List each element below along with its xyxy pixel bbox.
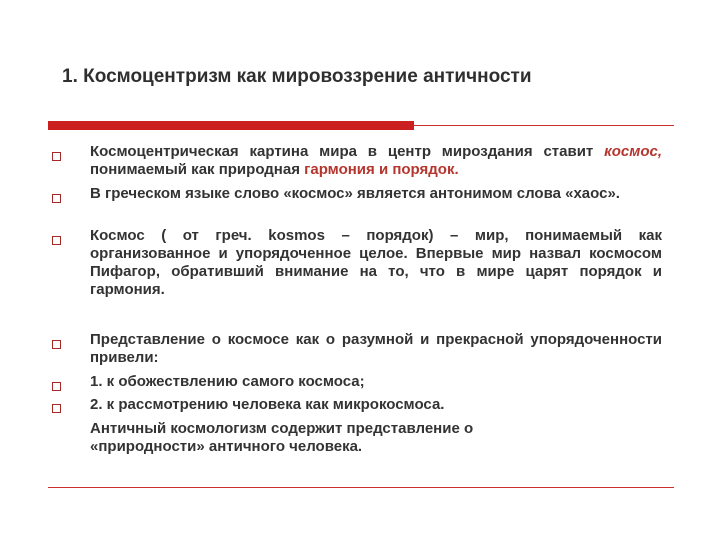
slide-title: 1. Космоцентризм как мировоззрение античности (62, 66, 532, 87)
bullet-text-4: Представление о космосе как о разумной и прекрасной упорядоченности привели: (90, 331, 662, 366)
bullet-1-part2: в центр мироздания ставит (356, 143, 605, 160)
bullet-text-2: В греческом языке слово «космос» является антонимом слова «хаос». (90, 185, 620, 202)
hollow-square-icon (52, 382, 61, 391)
bullet-1-kosmos: космос, (604, 143, 662, 160)
bullet-1-harmony: гармония и порядок. (304, 161, 459, 178)
hollow-square-icon (52, 236, 61, 245)
title-divider-thick (48, 121, 414, 130)
bullet-text-1 (90, 143, 662, 179)
closing-paragraph: Античный космологизм содержит представление о «природности» античного человека. (90, 420, 474, 455)
hollow-square-icon (52, 340, 61, 349)
bullet-1-part4: понимаемый как природная (90, 161, 305, 178)
hollow-square-icon (52, 152, 61, 161)
bullet-1-part1: Космоцентрическая картина мира (90, 143, 357, 160)
bottom-divider (48, 487, 674, 488)
bullet-text-5: 1. к обожествлению самого космоса; (90, 373, 365, 390)
bullet-text-6: 2. к рассмотрению человека как микрокосмоса. (90, 396, 445, 413)
hollow-square-icon (52, 404, 61, 413)
bullet-text-3: Космос ( от греч. kosmos – порядок) – мир, понимаемый как организованное и упорядоченное целое. Впервые мир назвал космосом Пифагор, обративший внимание на то, что в мире царят порядок и гармония. (90, 227, 662, 298)
title-divider (48, 121, 674, 131)
hollow-square-icon (52, 194, 61, 203)
